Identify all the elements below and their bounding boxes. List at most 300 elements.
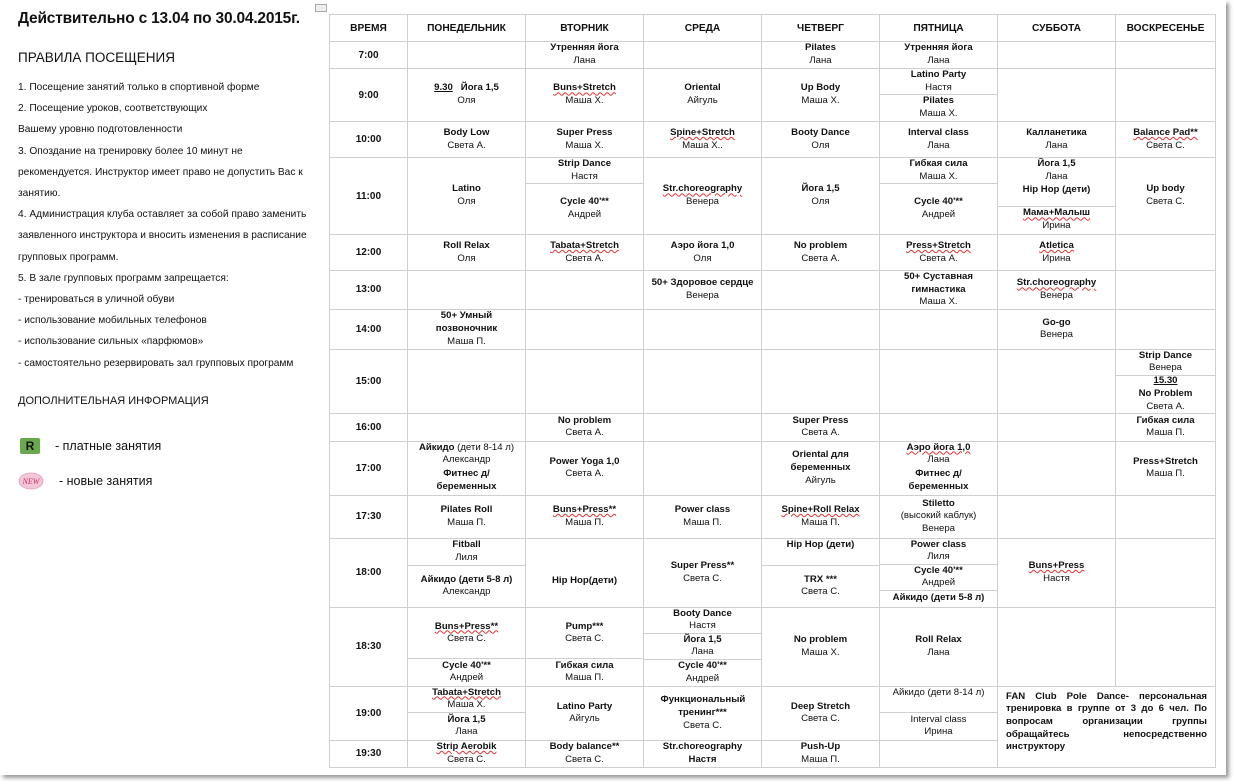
- instructor: Света А.: [801, 427, 840, 439]
- class-cell: [1116, 349, 1216, 413]
- instructor: Маша Х.: [919, 108, 958, 119]
- instructor: Маша П.: [447, 335, 486, 347]
- class-name: Strip Dance: [557, 157, 612, 169]
- class-name: Buns+Stretch: [553, 82, 616, 94]
- instructor: Айгуль: [569, 713, 600, 725]
- col-header-tuesday: ВТОРНИК: [526, 15, 644, 42]
- class-cell: [762, 686, 880, 740]
- row-1000: [330, 122, 1216, 158]
- rules-title: ПРАВИЛА ПОСЕЩЕНИЯ: [18, 50, 175, 65]
- class-cell: [526, 413, 644, 441]
- class-name: Гибкая сила: [909, 157, 968, 169]
- class-name: Tabata+Stretch: [550, 239, 619, 251]
- class-name: Latino Party: [910, 68, 967, 80]
- time-cell: 12:00: [330, 235, 408, 271]
- class-name: Str.choreography: [662, 183, 743, 195]
- class-name: Fitball: [452, 539, 481, 551]
- class-name: Body Low: [443, 126, 490, 138]
- class-name: No problem: [793, 634, 848, 646]
- instructor: Лана: [573, 55, 596, 66]
- class-cell: [408, 235, 526, 271]
- row-1300: [330, 271, 1216, 310]
- class-cell: [644, 69, 762, 122]
- instructor: Оля: [811, 196, 830, 207]
- class-cell: [644, 607, 762, 686]
- class-name: Oriental для беременных: [790, 449, 851, 473]
- class-name: Cycle 40'**: [678, 660, 727, 672]
- class-cell: [1116, 413, 1216, 441]
- class-cell: [1116, 158, 1216, 235]
- legend-new-label: - новые занятия: [59, 474, 153, 489]
- class-cell: [880, 69, 998, 122]
- class-note: (высокий каблук): [900, 510, 977, 522]
- empty-cell: [1116, 309, 1216, 349]
- class-name: Latino: [452, 183, 481, 195]
- empty-cell: [880, 309, 998, 349]
- class-name: Interval class: [910, 713, 967, 725]
- instructor: Андрей: [921, 209, 956, 220]
- row-0700: [330, 42, 1216, 69]
- class-cell: [408, 607, 526, 686]
- instructor: Света С.: [565, 633, 604, 645]
- class-name: Мама+Малыш: [1022, 207, 1091, 219]
- instructor: Александр: [442, 586, 491, 598]
- time-cell: 13:00: [330, 271, 408, 310]
- instructor: Венера: [1039, 329, 1074, 341]
- empty-cell: [408, 349, 526, 413]
- class-name: Айкидо: [418, 441, 455, 453]
- class-cell: [526, 69, 644, 122]
- class-cell: [526, 235, 644, 271]
- class-name: Утренняя йога: [550, 42, 619, 54]
- time-cell: 14:00: [330, 309, 408, 349]
- instructor: Света С.: [1146, 196, 1185, 207]
- instructor: Света А.: [919, 252, 958, 264]
- pole-dance-note-cell: [998, 686, 1216, 767]
- new-icon: [18, 472, 44, 490]
- class-cell: [762, 235, 880, 271]
- instructor: Маша П.: [565, 672, 604, 684]
- class-name: Tabata+Stretch: [432, 686, 501, 698]
- class-name: Strip Aerobik: [436, 741, 497, 753]
- row-0900: [330, 69, 1216, 122]
- class-cell: [880, 42, 998, 69]
- class-note: (дети 8-14 л): [927, 686, 985, 698]
- instructor: Света С.: [447, 753, 486, 765]
- instructor: Лиля: [455, 551, 478, 563]
- instructor: Света С.: [565, 753, 604, 765]
- instructor: Лиля: [927, 551, 950, 563]
- class-cell: [998, 271, 1116, 310]
- class-name: Roll Relax: [915, 634, 962, 646]
- class-name: Айкидо: [892, 686, 925, 698]
- class-name: Atletica: [1039, 239, 1074, 251]
- time-cell: 17:00: [330, 441, 408, 495]
- class-name: Body balance**: [549, 741, 620, 753]
- class-name: Hip Hop (дети): [786, 538, 855, 550]
- legend-paid: [18, 429, 323, 464]
- class-name: 50+ Здоровое сердце: [651, 277, 754, 289]
- class-cell: [644, 235, 762, 271]
- class-cell: [880, 235, 998, 271]
- instructor: Андрей: [449, 672, 484, 684]
- class-cell: [880, 495, 998, 538]
- empty-cell: [644, 42, 762, 69]
- class-cell: [408, 495, 526, 538]
- legend-paid-label: - платные занятия: [55, 439, 162, 454]
- instructor: Маша П.: [1146, 468, 1185, 480]
- class-name: Booty Dance: [673, 607, 732, 619]
- instructor: Маша П.: [801, 753, 840, 765]
- class-cell: [526, 495, 644, 538]
- instructor: Настя: [1043, 572, 1070, 584]
- class-cell: [1116, 122, 1216, 158]
- class-name: Power Yoga 1,0: [549, 455, 620, 467]
- class-name: TRX ***: [803, 573, 838, 585]
- instructor: Маша Х..: [682, 139, 723, 151]
- instructor: Маша П.: [683, 516, 722, 528]
- col-header-friday: ПЯТНИЦА: [880, 15, 998, 42]
- class-name: Interval class: [908, 126, 969, 138]
- class-cell: [998, 538, 1116, 607]
- class-name: Spine+Stretch: [670, 126, 735, 138]
- class-cell: [880, 686, 998, 740]
- class-cell: [762, 42, 880, 69]
- class-cell: [880, 607, 998, 686]
- class-name: Pilates Roll: [440, 504, 493, 516]
- instructor: Маша Х.: [447, 699, 486, 711]
- class-name: Cycle 40'**: [560, 196, 609, 208]
- class-name: Oriental: [684, 82, 721, 94]
- class-cell: [762, 69, 880, 122]
- schedule-table-wrapper: [329, 14, 1216, 768]
- class-name: Йога 1,5: [683, 633, 722, 645]
- empty-cell: [762, 309, 880, 349]
- class-cell: [408, 122, 526, 158]
- empty-cell: [526, 309, 644, 349]
- instructor: Света С.: [683, 572, 722, 584]
- row-1700: [330, 441, 1216, 495]
- instructor: Света С.: [801, 713, 840, 725]
- instructor: Маша Х.: [565, 139, 604, 151]
- instructor: Оля: [457, 95, 476, 106]
- class-name: Cycle 40'**: [914, 196, 963, 208]
- empty-cell: [762, 349, 880, 413]
- class-cell: [644, 495, 762, 538]
- rule-line: рекомендуется. Инструктор имеет право не допустить Вас к: [18, 166, 303, 178]
- row-1400: [330, 309, 1216, 349]
- empty-cell: [644, 413, 762, 441]
- instructor: Настя: [925, 81, 952, 93]
- class-name: Deep Stretch: [790, 700, 851, 712]
- class-name: Power class: [674, 504, 731, 516]
- empty-cell: [1116, 495, 1216, 538]
- rule-line: - использование мобильных телефонов: [18, 315, 207, 327]
- row-1500: [330, 349, 1216, 413]
- class-name: Up Body: [800, 82, 841, 94]
- instructor: Ирина: [1042, 252, 1071, 264]
- rule-line: заявленного инструктора и вносить изменения в расписание: [18, 230, 307, 242]
- class-name: Press+Stretch: [1133, 455, 1198, 467]
- instructor: Оля: [693, 252, 712, 264]
- class-cell: [644, 122, 762, 158]
- instructor: Лана: [927, 139, 950, 151]
- empty-cell: [408, 413, 526, 441]
- class-name: Cycle 40'**: [914, 564, 963, 576]
- paid-icon: R: [20, 438, 40, 454]
- empty-cell: [998, 413, 1116, 441]
- class-name: No problem: [557, 414, 612, 426]
- instructor: Маша П.: [447, 516, 486, 528]
- empty-cell: [998, 607, 1116, 686]
- instructor: Айгуль: [687, 95, 718, 106]
- class-name: Buns+Press**: [552, 504, 617, 516]
- class-name: 50+ Суставная гимнастика: [904, 271, 973, 295]
- instructor: Света С.: [447, 633, 486, 645]
- rule-line: 5. В зале групповых программ запрещается:: [18, 272, 229, 284]
- class-start-time: 15.30: [1153, 375, 1178, 387]
- empty-cell: [1116, 538, 1216, 607]
- empty-cell: [1116, 607, 1216, 686]
- class-name: Йога 1,5: [1037, 158, 1076, 170]
- instructor: Венера: [685, 196, 720, 207]
- instructor: Лана: [927, 646, 950, 658]
- instructor: Лана: [927, 454, 950, 466]
- time-cell: 18:30: [330, 607, 408, 686]
- additional-info-heading: ДОПОЛНИТЕЛЬНАЯ ИНФОРМАЦИЯ: [18, 394, 209, 407]
- instructor: Венера: [921, 523, 956, 535]
- header-row: [330, 15, 1216, 42]
- class-name: Balance Pad**: [1133, 126, 1198, 138]
- class-cell: [644, 158, 762, 235]
- instructor: Маша Х.: [801, 95, 840, 106]
- instructor: Андрей: [567, 209, 602, 220]
- svg-text:NEW: NEW: [22, 477, 40, 487]
- empty-cell: [408, 271, 526, 310]
- class-cell: [526, 538, 644, 607]
- time-cell: 16:00: [330, 413, 408, 441]
- instructor: Венера: [1039, 289, 1074, 301]
- time-cell: 10:00: [330, 122, 408, 158]
- class-cell: [408, 538, 526, 607]
- class-start-time: 9.30: [434, 82, 453, 94]
- class-name: Pump***: [565, 620, 604, 632]
- instructor: Оля: [457, 196, 476, 207]
- class-name: Power class: [910, 538, 967, 550]
- class-name: Stiletto: [922, 497, 955, 509]
- class-name: Go-go: [1042, 316, 1071, 328]
- instructor: Маша Х.: [565, 95, 604, 106]
- instructor: Айгуль: [805, 474, 836, 486]
- class-cell: [408, 309, 526, 349]
- class-name: Гибкая сила: [1136, 414, 1195, 426]
- row-1830: [330, 607, 1216, 686]
- row-1900: [330, 686, 1216, 740]
- instructor: Света А.: [565, 427, 604, 439]
- class-name: Калланетика: [1026, 126, 1087, 138]
- class-cell: [526, 42, 644, 69]
- class-name: Latino Party: [556, 700, 613, 712]
- class-cell: [880, 158, 998, 235]
- class-name: Buns+Press: [1028, 560, 1085, 572]
- instructor: Лана: [455, 726, 478, 738]
- class-name: Функциональный тренинг***: [660, 694, 746, 718]
- empty-cell: [1116, 69, 1216, 122]
- instructor: Настя: [689, 620, 716, 632]
- class-cell: [1116, 441, 1216, 495]
- time-cell: 19:30: [330, 740, 408, 767]
- time-cell: 19:00: [330, 686, 408, 740]
- row-1800: [330, 538, 1216, 607]
- instructor: Андрей: [685, 672, 720, 684]
- empty-cell: [762, 271, 880, 310]
- class-cell: [526, 607, 644, 686]
- class-cell: [408, 686, 526, 740]
- instructor: Света А.: [565, 252, 604, 264]
- time-cell: 18:00: [330, 538, 408, 607]
- instructor: Оля: [457, 252, 476, 264]
- instructor: Маша П.: [801, 516, 840, 528]
- class-name: Push-Up: [800, 741, 841, 753]
- class-name: Утренняя йога: [904, 42, 973, 54]
- instructor: Ирина: [1042, 220, 1071, 231]
- instructor: Лана: [1045, 171, 1068, 182]
- class-name: Booty Dance: [791, 126, 850, 138]
- class-cell: [644, 686, 762, 740]
- instructor: Маша Х.: [919, 170, 958, 182]
- empty-cell: [1116, 42, 1216, 69]
- class-cell: [762, 538, 880, 607]
- empty-cell: [880, 413, 998, 441]
- class-name: Super Press**: [670, 560, 735, 572]
- instructor: Маша Х.: [801, 646, 840, 658]
- class-cell: [762, 413, 880, 441]
- rule-line: - самостоятельно резервировать зал групповых программ: [18, 357, 294, 369]
- class-name: Strip Dance: [1138, 349, 1193, 361]
- class-cell: [998, 309, 1116, 349]
- col-header-wednesday: СРЕДА: [644, 15, 762, 42]
- empty-cell: [644, 349, 762, 413]
- class-name: Super Press: [792, 414, 849, 426]
- rule-line: 3. Опоздание на тренировку более 10 минут не: [18, 145, 243, 157]
- empty-cell: [998, 441, 1116, 495]
- instructor: Света А.: [447, 139, 486, 151]
- col-header-saturday: СУББОТА: [998, 15, 1116, 42]
- class-cell: [526, 441, 644, 495]
- class-note: (дети 8-14 л): [457, 441, 515, 453]
- class-name: Cycle 40'**: [442, 659, 491, 671]
- time-cell: 7:00: [330, 42, 408, 69]
- class-cell: [998, 158, 1116, 235]
- instructor: Настя: [688, 753, 717, 765]
- class-cell: [408, 158, 526, 235]
- class-name: No Problem: [1138, 387, 1193, 399]
- class-name: Buns+Press**: [434, 620, 499, 632]
- class-cell: [998, 122, 1116, 158]
- class-name: Аэро йога 1,0: [670, 239, 735, 251]
- instructor: Света А.: [1146, 400, 1185, 412]
- col-header-sunday: ВОСКРЕСЕНЬЕ: [1116, 15, 1216, 42]
- instructor: Настя: [571, 170, 598, 182]
- rule-line: - тренироваться в уличной обуви: [18, 294, 175, 306]
- instructor: Света С.: [801, 586, 840, 598]
- class-name: Фитнес д/беременных: [436, 468, 497, 492]
- class-cell: [526, 740, 644, 767]
- instructor: Света С.: [1146, 139, 1185, 151]
- class-cell: [526, 158, 644, 235]
- empty-cell: [408, 42, 526, 69]
- class-cell: [762, 122, 880, 158]
- instructor: Лана: [1045, 139, 1068, 151]
- legend-new: [18, 464, 323, 499]
- class-cell: [644, 271, 762, 310]
- rule-line: 2. Посещение уроков, соответствующих: [18, 103, 208, 115]
- class-name: Spine+Roll Relax: [781, 504, 860, 516]
- class-name: Str.choreography: [662, 741, 743, 753]
- instructor: Ирина: [924, 726, 953, 738]
- class-cell: [762, 607, 880, 686]
- empty-cell: [1116, 271, 1216, 310]
- class-name: Up body: [1146, 183, 1185, 195]
- class-cell: [526, 686, 644, 740]
- class-cell: [408, 69, 526, 122]
- class-name: Айкидо (дети 5-8 л): [892, 592, 985, 604]
- instructor: Света С.: [683, 719, 722, 731]
- rule-line: групповых программ.: [18, 251, 119, 263]
- col-header-time: ВРЕМЯ: [330, 15, 408, 42]
- class-cell: [644, 740, 762, 767]
- instructor: Лана: [809, 55, 832, 66]
- instructor: Андрей: [921, 577, 956, 589]
- class-name: Str.choreography: [1016, 277, 1097, 289]
- rules-panel: [18, 10, 323, 499]
- instructor: Света А.: [565, 468, 604, 480]
- rule-line: Вашему уровню подготовленности: [18, 124, 183, 136]
- empty-cell: [1116, 235, 1216, 271]
- instructor: Маша Х.: [919, 296, 958, 308]
- time-cell: 11:00: [330, 158, 408, 235]
- class-name: Фитнес д/беременных: [908, 468, 969, 492]
- class-cell: [762, 740, 880, 767]
- class-cell: [880, 538, 998, 607]
- rule-line: занятию.: [18, 188, 61, 200]
- class-cell: [880, 441, 998, 495]
- legend: [18, 429, 323, 499]
- class-name: Йога 1,5: [460, 82, 499, 94]
- row-1730: [330, 495, 1216, 538]
- instructor: Венера: [1148, 362, 1183, 374]
- instructor: Александр: [442, 454, 491, 466]
- col-header-thursday: ЧЕТВЕРГ: [762, 15, 880, 42]
- class-name: Press+Stretch: [906, 239, 971, 251]
- class-cell: [762, 495, 880, 538]
- row-1200: [330, 235, 1216, 271]
- class-name: Roll Relax: [443, 239, 490, 251]
- class-cell: [762, 158, 880, 235]
- instructor: Маша П.: [565, 516, 604, 528]
- empty-cell: [526, 271, 644, 310]
- empty-cell: [644, 441, 762, 495]
- empty-cell: [998, 42, 1116, 69]
- time-cell: 17:30: [330, 495, 408, 538]
- validity-title: Действительно с 13.04 по 30.04.2015г.: [18, 10, 300, 27]
- pole-dance-note: FAN Club Pole Dance- персональная тренировка в группе от 3 до 6 чел. По вопросам организации группы обращайтесь непосредственно инструктору: [1006, 690, 1207, 753]
- class-name: 50+ Умный позвоночник: [435, 310, 498, 334]
- class-name: No problem: [793, 239, 848, 251]
- class-cell: [644, 538, 762, 607]
- class-cell: [880, 122, 998, 158]
- class-name: Hip Hop(дети): [551, 575, 618, 587]
